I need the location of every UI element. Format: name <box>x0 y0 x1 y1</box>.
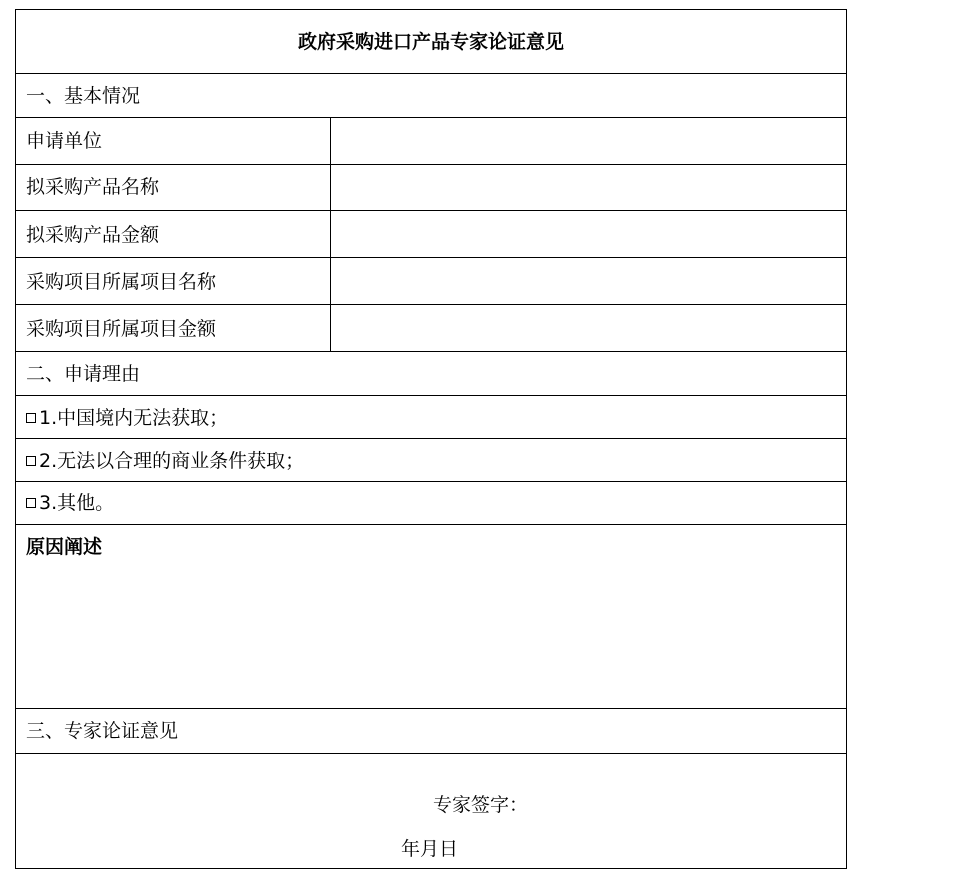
section-expert-opinion-heading-row <box>16 709 846 754</box>
field-value-applicant[interactable] <box>331 118 846 164</box>
option-label-2: 2.无法以合理的商业条件获取； <box>39 450 305 472</box>
field-value-project-amount[interactable] <box>331 305 846 351</box>
option-label-1: 1.中国境内无法获取； <box>39 407 229 429</box>
checkbox-option-3[interactable] <box>26 498 36 508</box>
option-row-3 <box>16 482 846 525</box>
field-value-product-name[interactable] <box>331 165 846 210</box>
field-label-product-name: 拟采购产品名称 <box>26 176 160 198</box>
reason-description-label: 原因阐述 <box>26 536 103 558</box>
section-expert-opinion-heading: 三、专家论证意见 <box>26 720 179 742</box>
option-label-3: 3.其他。 <box>39 492 115 514</box>
form-title-row <box>16 10 846 74</box>
field-row-project-name <box>16 258 846 305</box>
expert-signature-area[interactable] <box>16 754 846 868</box>
field-row-product-amount <box>16 211 846 258</box>
option-row-2 <box>16 439 846 482</box>
option-item-1 <box>26 406 228 430</box>
field-label-project-amount: 采购项目所属项目金额 <box>26 318 217 340</box>
reason-description-row[interactable] <box>16 525 846 709</box>
option-row-1 <box>16 396 846 439</box>
expert-opinion-form <box>15 9 847 869</box>
field-row-applicant <box>16 118 846 165</box>
field-label-project-name: 采购项目所属项目名称 <box>26 271 217 293</box>
section-reason-heading: 二、申请理由 <box>26 363 141 385</box>
section-basic-info-heading-row <box>16 74 846 118</box>
section-basic-info-heading: 一、基本情况 <box>26 85 141 107</box>
checkbox-option-2[interactable] <box>26 456 36 466</box>
option-item-2 <box>26 449 304 473</box>
checkbox-option-1[interactable] <box>26 413 36 423</box>
field-label-applicant: 申请单位 <box>26 130 103 152</box>
option-item-3 <box>26 491 114 515</box>
field-label-product-amount: 拟采购产品金额 <box>26 224 160 246</box>
form-title: 政府采购进口产品专家论证意见 <box>297 31 564 53</box>
field-row-project-amount <box>16 305 846 352</box>
section-reason-heading-row <box>16 352 846 396</box>
signature-date-label: 年月日 <box>401 838 459 860</box>
field-value-product-amount[interactable] <box>331 211 846 257</box>
field-row-product-name <box>16 165 846 211</box>
field-value-project-name[interactable] <box>331 258 846 304</box>
expert-signature-label: 专家签字： <box>433 794 529 816</box>
